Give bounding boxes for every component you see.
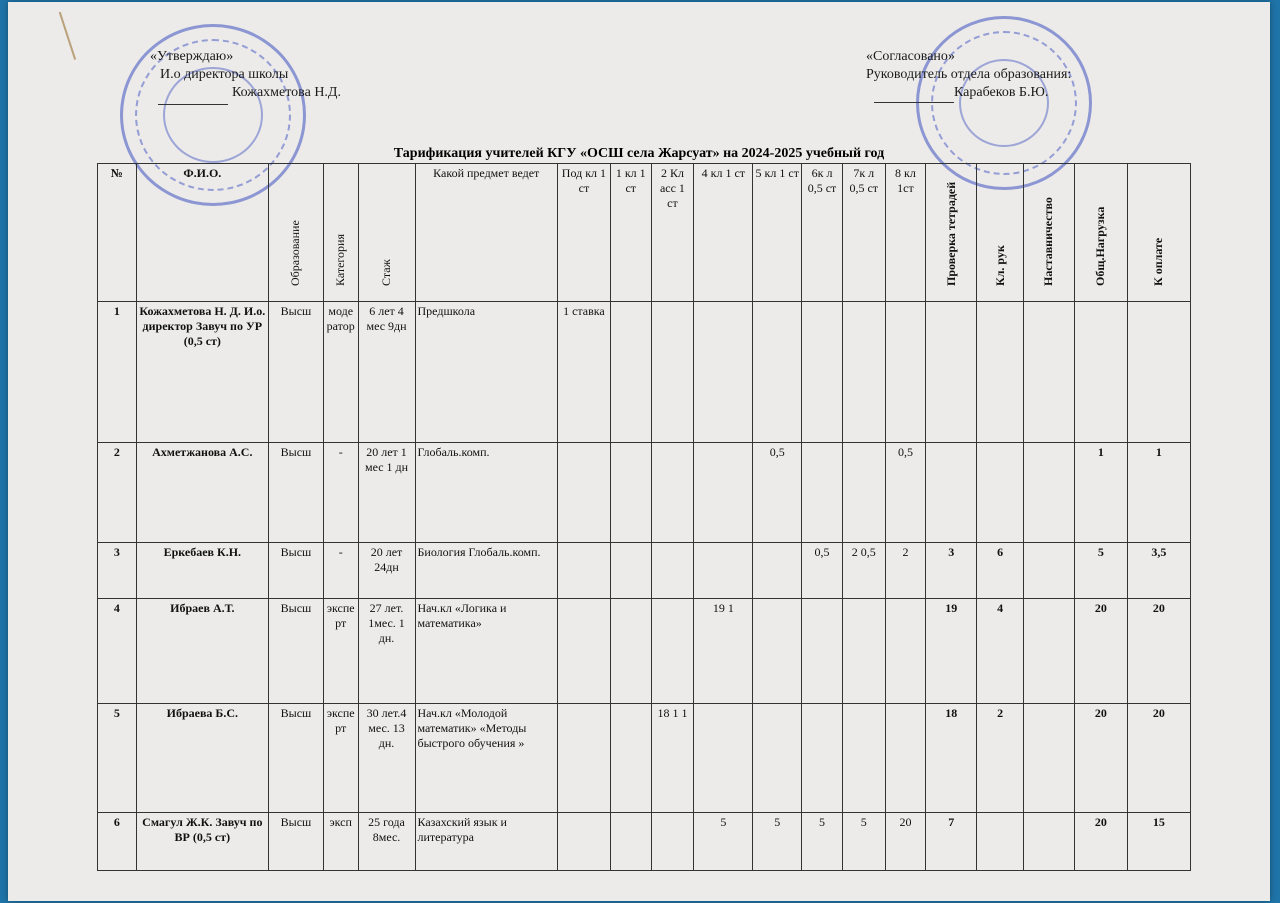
cell-k6: 5: [802, 813, 843, 871]
col-grade7: 7к л 0,5 ст: [842, 164, 885, 302]
col-class-teacher-label: Кл. рук: [992, 245, 1007, 286]
cell-k7: [842, 599, 885, 704]
cell-total: 20: [1074, 813, 1127, 871]
cell-k5: 0,5: [753, 443, 802, 543]
cell-k2: [651, 543, 694, 599]
col-grade2: 2 Кл асс 1 ст: [651, 164, 694, 302]
cell-k1: [610, 813, 651, 871]
cell-pay: 3,5: [1127, 543, 1190, 599]
cell-klruk: 4: [977, 599, 1024, 704]
cell-total: [1074, 302, 1127, 443]
cell-k1: [610, 704, 651, 813]
cell-k2: 18 1 1: [651, 704, 694, 813]
cell-pay: [1127, 302, 1190, 443]
cell-mentor: [1024, 543, 1075, 599]
cell-exp: 27 лет. 1мес. 1 дн.: [358, 599, 415, 704]
cell-mentor: [1024, 813, 1075, 871]
cell-mentor: [1024, 704, 1075, 813]
table-row: [98, 813, 1191, 871]
col-mentoring: [1024, 164, 1075, 302]
cell-k2: [651, 813, 694, 871]
cell-subject: Казахский язык и литература: [415, 813, 557, 871]
cell-k5: [753, 704, 802, 813]
col-mentoring-label: Наставничество: [1041, 197, 1056, 286]
col-category: [323, 164, 358, 302]
cell-total: 1: [1074, 443, 1127, 543]
table-row: [98, 443, 1191, 543]
cell-no: 2: [98, 443, 137, 543]
cell-total: 20: [1074, 599, 1127, 704]
col-category-label: Категория: [333, 234, 348, 286]
cell-exp: 30 лет.4 мес. 13 дн.: [358, 704, 415, 813]
approve-name: Кожахметова Н.Д.: [232, 85, 341, 100]
cell-subject: Нач.кл «Молодой математик» «Методы быстрого обучения »: [415, 704, 557, 813]
cell-k7: 5: [842, 813, 885, 871]
table-row: [98, 704, 1191, 813]
cell-check: [926, 443, 977, 543]
table-row: [98, 302, 1191, 443]
cell-k5: [753, 302, 802, 443]
cell-k6: [802, 599, 843, 704]
cell-total: 20: [1074, 704, 1127, 813]
cell-mentor: [1024, 599, 1075, 704]
cell-exp: 6 лет 4 мес 9дн: [358, 302, 415, 443]
approve-position: И.о директора школы: [160, 67, 289, 82]
cell-subject: Глобаль.комп.: [415, 443, 557, 543]
cell-subject: Предшкола: [415, 302, 557, 443]
col-subject: Какой предмет ведет: [415, 164, 557, 302]
col-payment-label: К оплате: [1151, 237, 1166, 286]
approval-block: [150, 48, 341, 102]
cell-subject: Нач.кл «Логика и математика»: [415, 599, 557, 704]
col-fio: Ф.И.О.: [136, 164, 268, 302]
cell-pay: 20: [1127, 704, 1190, 813]
cell-edu: Высш: [268, 443, 323, 543]
cell-edu: Высш: [268, 704, 323, 813]
cell-no: 6: [98, 813, 137, 871]
cell-cat: -: [323, 443, 358, 543]
cell-fio: Ибраев А.Т.: [136, 599, 268, 704]
left-signature-line: [158, 104, 228, 105]
cell-exp: 20 лет 24дн: [358, 543, 415, 599]
cell-k1: [610, 543, 651, 599]
cell-klruk: [977, 443, 1024, 543]
cell-edu: Высш: [268, 813, 323, 871]
cell-k7: [842, 704, 885, 813]
cell-k4: 19 1: [694, 599, 753, 704]
cell-pay: 1: [1127, 443, 1190, 543]
agreement-block: [866, 48, 1071, 102]
cell-pre: [557, 543, 610, 599]
col-total-load-label: Общ.Нагрузка: [1093, 206, 1108, 286]
cell-k1: [610, 599, 651, 704]
cell-k8: 0,5: [885, 443, 926, 543]
col-grade5: 5 кл 1 ст: [753, 164, 802, 302]
cell-exp: 20 лет 1 мес 1 дн: [358, 443, 415, 543]
cell-pre: [557, 813, 610, 871]
cell-k6: 0,5: [802, 543, 843, 599]
col-notebook-check: [926, 164, 977, 302]
cell-pay: 20: [1127, 599, 1190, 704]
table-row: [98, 543, 1191, 599]
cell-cat: модератор: [323, 302, 358, 443]
col-grade8: 8 кл 1ст: [885, 164, 926, 302]
col-education-label: Образование: [288, 220, 303, 286]
table-row: [98, 599, 1191, 704]
cell-no: 3: [98, 543, 137, 599]
col-preschool: Под кл 1 ст: [557, 164, 610, 302]
cell-k2: [651, 599, 694, 704]
cell-fio: Смагул Ж.К. Завуч по ВР (0,5 ст): [136, 813, 268, 871]
cell-exp: 25 года 8мес.: [358, 813, 415, 871]
col-experience: [358, 164, 415, 302]
cell-klruk: 6: [977, 543, 1024, 599]
cell-mentor: [1024, 443, 1075, 543]
cell-check: 3: [926, 543, 977, 599]
cell-fio: Кожахметова Н. Д. И.о. директор Завуч по УР (0,5 ст): [136, 302, 268, 443]
agree-label: «Согласовано»: [866, 49, 955, 64]
cell-k7: 2 0,5: [842, 543, 885, 599]
cell-k2: [651, 302, 694, 443]
cell-k2: [651, 443, 694, 543]
cell-edu: Высш: [268, 302, 323, 443]
cell-k8: [885, 599, 926, 704]
cell-k4: 5: [694, 813, 753, 871]
col-grade4: 4 кл 1 ст: [694, 164, 753, 302]
cell-pay: 15: [1127, 813, 1190, 871]
cell-k7: [842, 443, 885, 543]
col-no: №: [98, 164, 137, 302]
cell-k7: [842, 302, 885, 443]
cell-total: 5: [1074, 543, 1127, 599]
cell-k8: 20: [885, 813, 926, 871]
cell-k5: [753, 599, 802, 704]
tariff-table: [97, 163, 1191, 871]
cell-k6: [802, 704, 843, 813]
cell-check: [926, 302, 977, 443]
cell-cat: эксперт: [323, 599, 358, 704]
cell-subject: Биология Глобаль.комп.: [415, 543, 557, 599]
cell-k4: [694, 443, 753, 543]
cell-k1: [610, 443, 651, 543]
cell-k1: [610, 302, 651, 443]
cell-k5: 5: [753, 813, 802, 871]
cell-pre: [557, 704, 610, 813]
cell-klruk: [977, 302, 1024, 443]
cell-edu: Высш: [268, 599, 323, 704]
col-grade6: 6к л 0,5 ст: [802, 164, 843, 302]
document-title: Тарификация учителей КГУ «ОСШ села Жарсуат» на 2024-2025 учебный год: [393, 146, 885, 161]
cell-k4: [694, 543, 753, 599]
cell-k4: [694, 704, 753, 813]
cell-check: 7: [926, 813, 977, 871]
col-class-teacher: [977, 164, 1024, 302]
cell-k8: [885, 302, 926, 443]
cell-klruk: [977, 813, 1024, 871]
table-header-row: [98, 164, 1191, 302]
cell-fio: Ахметжанова А.С.: [136, 443, 268, 543]
cell-pre: [557, 443, 610, 543]
cell-fio: Ибраева Б.С.: [136, 704, 268, 813]
cell-edu: Высш: [268, 543, 323, 599]
col-total-load: [1074, 164, 1127, 302]
paper-clip: [59, 6, 93, 60]
cell-cat: эксперт: [323, 704, 358, 813]
col-notebook-check-label: Проверка тетрадей: [943, 181, 958, 286]
cell-fio: Еркебаев К.Н.: [136, 543, 268, 599]
cell-k6: [802, 443, 843, 543]
cell-check: 19: [926, 599, 977, 704]
agree-name: Карабеков Б.Ю.: [954, 85, 1049, 100]
cell-check: 18: [926, 704, 977, 813]
col-payment: [1127, 164, 1190, 302]
cell-k8: 2: [885, 543, 926, 599]
cell-k8: [885, 704, 926, 813]
cell-cat: -: [323, 543, 358, 599]
col-education: [268, 164, 323, 302]
cell-k5: [753, 543, 802, 599]
cell-pre: [557, 599, 610, 704]
approve-label: «Утверждаю»: [150, 49, 234, 64]
cell-no: 5: [98, 704, 137, 813]
cell-mentor: [1024, 302, 1075, 443]
col-experience-label: Стаж: [379, 259, 393, 286]
cell-k6: [802, 302, 843, 443]
right-signature-line: [874, 102, 954, 103]
cell-no: 1: [98, 302, 137, 443]
cell-k4: [694, 302, 753, 443]
cell-no: 4: [98, 599, 137, 704]
cell-pre: 1 ставка: [557, 302, 610, 443]
cell-klruk: 2: [977, 704, 1024, 813]
cell-cat: эксп: [323, 813, 358, 871]
agree-position: Руководитель отдела образования:: [866, 67, 1072, 82]
col-grade1: 1 кл 1 ст: [610, 164, 651, 302]
